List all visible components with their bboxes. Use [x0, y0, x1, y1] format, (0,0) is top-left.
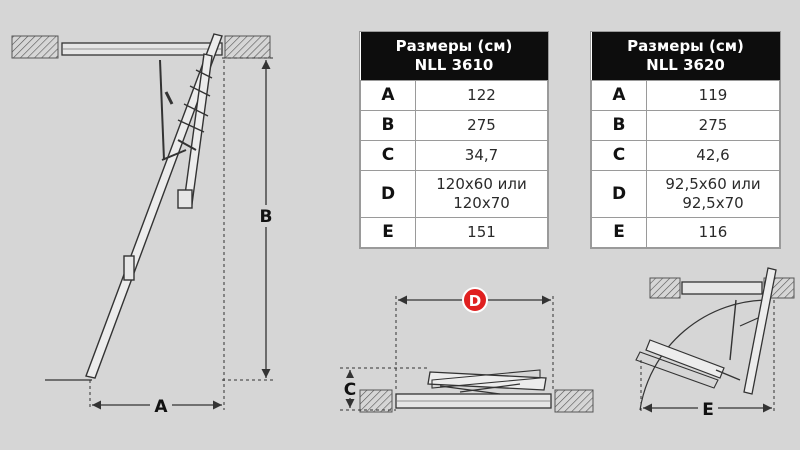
- table-header: [592, 32, 780, 81]
- dimension-value: 34,7: [416, 141, 548, 171]
- dimension-value-line2: 92,5x70: [682, 194, 744, 212]
- dimension-value: 275: [647, 111, 780, 141]
- table-title-line1: Размеры (см): [395, 37, 513, 55]
- dimension-key: E: [592, 218, 647, 248]
- ceiling-hatch-left: [12, 36, 58, 58]
- dimension-b-label: B: [259, 207, 273, 227]
- dimension-a-label: A: [154, 397, 168, 417]
- table-header: [361, 32, 548, 81]
- table-row: [361, 81, 548, 111]
- dimension-e-label: E: [702, 400, 714, 420]
- dimension-d-label: D: [468, 292, 482, 310]
- table-row: [361, 171, 548, 218]
- dimension-value: 151: [416, 218, 548, 248]
- table-row: [592, 141, 780, 171]
- ceiling-hatch-right: [225, 36, 270, 58]
- dimension-value-line1: 120x60 или: [436, 175, 527, 193]
- dimension-value-line1: 92,5x60 или: [665, 175, 761, 193]
- ladder-rails: [86, 34, 222, 378]
- dimension-value: [416, 171, 548, 218]
- swing-radius-diagram: [636, 268, 794, 420]
- dimension-value: 275: [416, 111, 548, 141]
- dimension-key: B: [592, 111, 647, 141]
- hatch-frame-right: [682, 282, 762, 294]
- dimension-value-line2: 120x70: [453, 194, 510, 212]
- ceiling-hatch-right-mid: [555, 390, 593, 412]
- dimension-key: D: [361, 171, 416, 218]
- ceiling-hatch-left-right: [650, 278, 680, 298]
- table-row: [592, 81, 780, 111]
- dimension-key: B: [361, 111, 416, 141]
- dimension-key: C: [592, 141, 647, 171]
- folded-hatch-diagram: [340, 288, 593, 412]
- ceiling-hatch-left-mid: [360, 390, 392, 412]
- dimension-key: E: [361, 218, 416, 248]
- dimension-c-label: C: [343, 380, 357, 400]
- table-row: [361, 111, 548, 141]
- unfolded-ladder-diagram: [12, 34, 276, 417]
- dimension-value: [647, 171, 780, 218]
- dimension-value: 119: [647, 81, 780, 111]
- dimension-value: 116: [647, 218, 780, 248]
- table-row: [592, 171, 780, 218]
- table-row: [361, 141, 548, 171]
- dimension-key: D: [592, 171, 647, 218]
- dimension-key: A: [361, 81, 416, 111]
- size-table-nll-3620: [591, 32, 780, 248]
- dimension-value: 122: [416, 81, 548, 111]
- table-title: [592, 32, 780, 81]
- table-row: [592, 218, 780, 248]
- dimension-key: C: [361, 141, 416, 171]
- dimension-key: A: [592, 81, 647, 111]
- table-row: [361, 218, 548, 248]
- size-table-nll-3610: [360, 32, 548, 248]
- dimension-value: 42,6: [647, 141, 780, 171]
- table-title-line2: NLL 3610: [414, 56, 494, 74]
- table-title: [361, 32, 548, 81]
- table-row: [592, 111, 780, 141]
- table-title-line2: NLL 3620: [646, 56, 725, 74]
- table-title-line1: Размеры (см): [627, 37, 744, 55]
